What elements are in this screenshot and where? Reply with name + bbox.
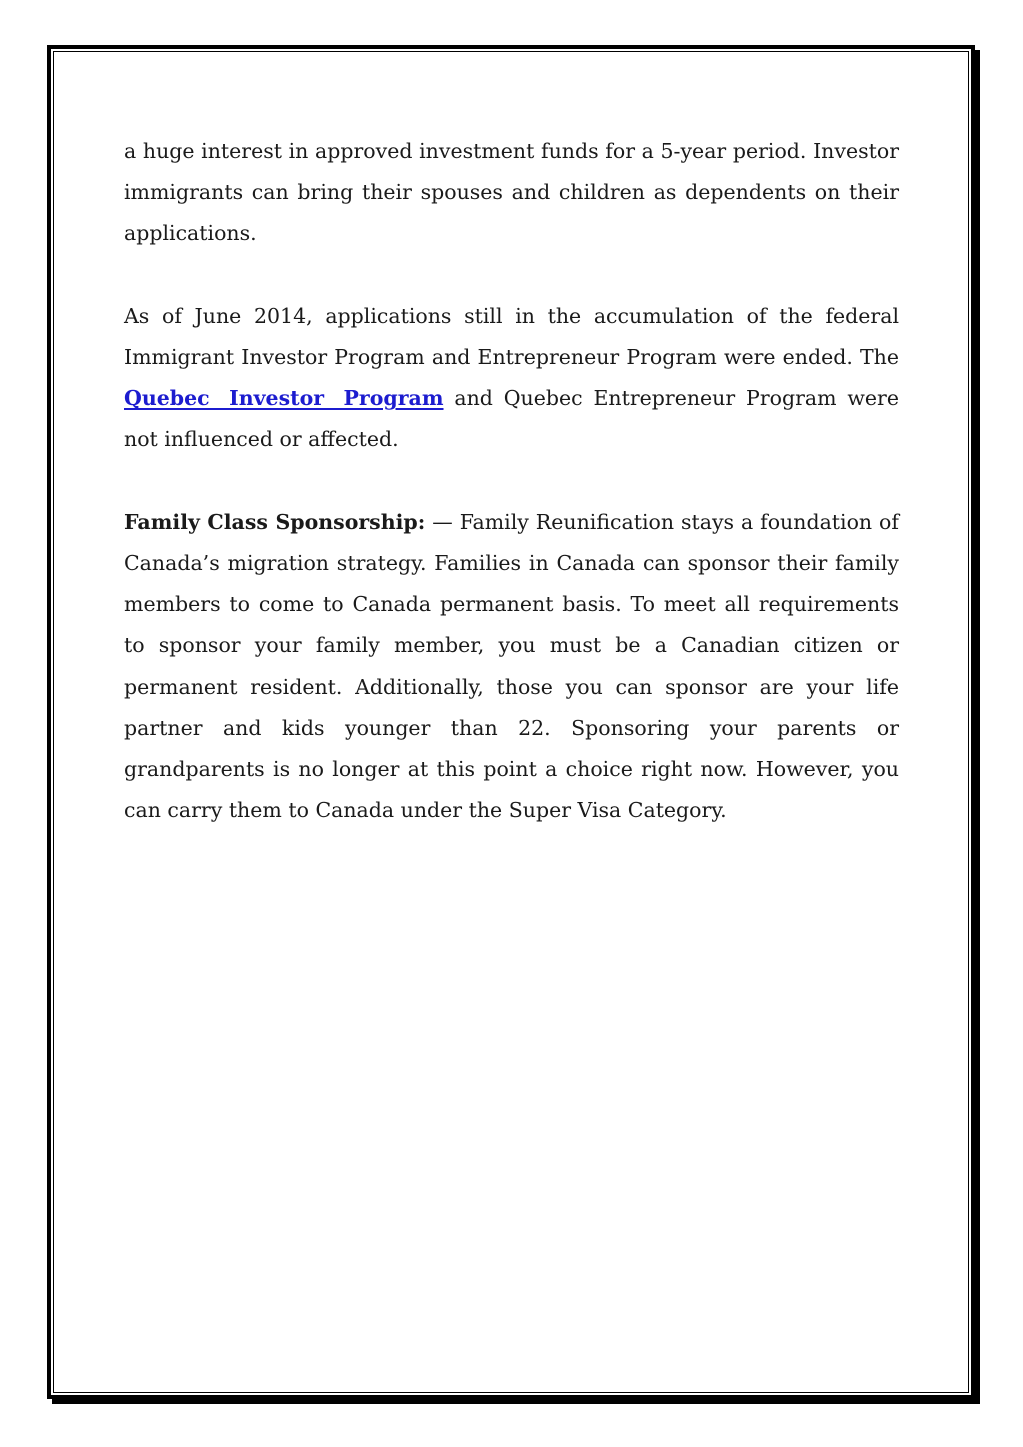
paragraph-investment-funds <box>124 131 899 255</box>
quebec-investor-program-link[interactable]: Quebec Investor Program <box>124 386 444 411</box>
paragraph-3-text: Family Reunification stays a foundation of Canada’s migration strategy. Families in Canada can sponsor their family members to come to Canada permanent basis. To meet all requirements to sponsor your family member, you must be a Canadian citizen or permanent resident. Additionally, those you can sponsor are your life partner and kids younger than 22. Sponsoring your parents or grandparents is no longer at this point a choice right now. However, you can carry them to Canada under the Super Visa Category. <box>124 509 899 823</box>
family-class-sponsorship-heading: Family Class Sponsorship: <box>124 509 426 534</box>
heading-separator: — <box>425 509 460 534</box>
paragraph-2-text-after-link: and Quebec Entrepreneur Program were not influenced or affected. <box>124 386 899 452</box>
paragraph-1-text: a huge interest in approved investment funds for a 5-year period. Investor immigrants can bring their spouses and children as dependents on their applications. <box>124 139 899 246</box>
paragraph-june-2014 <box>124 296 899 461</box>
paragraph-family-class-sponsorship <box>124 502 899 832</box>
document-body <box>124 131 899 873</box>
paragraph-2-text-before-link: As of June 2014, applications still in the accumulation of the federal Immigrant Investor Program and Entrepreneur Program were ended. The <box>124 303 899 369</box>
